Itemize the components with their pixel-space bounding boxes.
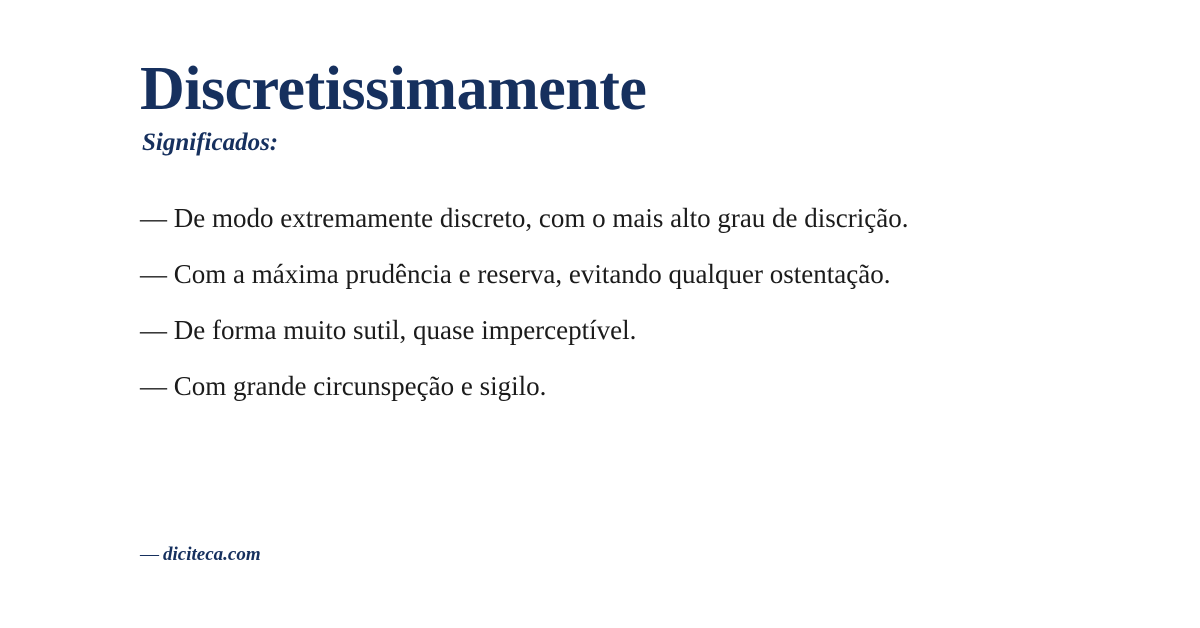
em-dash-bullet: — [140, 202, 167, 233]
meaning-text: Com a máxima prudência e reserva, evitando qualquer ostentação. [173, 258, 891, 289]
em-dash-bullet: — [140, 314, 167, 345]
meaning-text: De forma muito sutil, quase imperceptível. [173, 314, 637, 345]
em-dash-bullet: — [140, 258, 167, 289]
em-dash-bullet: — [140, 371, 167, 401]
source-label: diciteca.com [163, 544, 261, 565]
source-dash: — [140, 544, 159, 565]
section-subtitle: Significados: [142, 128, 279, 156]
list-item [140, 257, 1060, 291]
source-attribution [140, 544, 261, 566]
list-item [140, 313, 1060, 347]
list-item [140, 201, 1060, 235]
list-item [140, 369, 1060, 403]
meaning-text: Com grande circunspeção e sigilo. [173, 371, 547, 401]
meaning-text: De modo extremamente discreto, com o mais alto grau de discrição. [173, 202, 909, 233]
meanings-list [140, 201, 1060, 403]
page-title: Discretissimamente [140, 55, 647, 123]
